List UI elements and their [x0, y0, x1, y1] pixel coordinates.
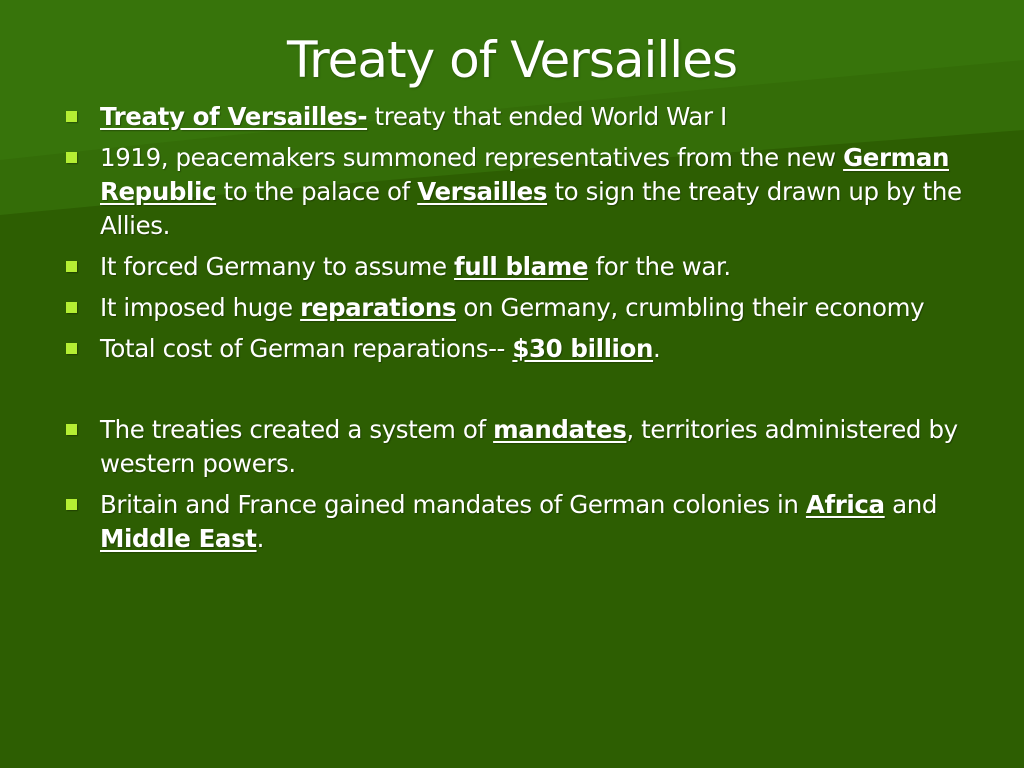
key-term: Versailles: [417, 177, 548, 206]
square-bullet-icon: [66, 424, 77, 435]
bullet-item: [62, 488, 962, 556]
key-term: $30 billion: [512, 334, 654, 363]
bullet-text: treaty that ended World War I: [367, 102, 727, 131]
square-bullet-icon: [66, 152, 77, 163]
bullet-text: It imposed huge: [100, 293, 301, 322]
bullet-text: Britain and France gained mandates of German colonies in: [100, 490, 806, 519]
bullet-text: It forced Germany to assume: [100, 252, 455, 281]
bullet-text: for the war.: [588, 252, 731, 281]
key-term: Middle East: [100, 524, 257, 553]
bullet-text: on Germany, crumbling their economy: [456, 293, 925, 322]
square-bullet-icon: [66, 261, 77, 272]
square-bullet-icon: [66, 111, 77, 122]
bullet-text: 1919, peacemakers summoned representatives from the new: [100, 143, 844, 172]
bullet-item: [62, 250, 962, 284]
bullet-text: to the palace of: [216, 177, 418, 206]
bullet-item: [62, 291, 962, 325]
bullet-item: [62, 332, 962, 366]
key-term: Africa: [805, 490, 885, 519]
bullet-list: [62, 100, 962, 556]
bullet-item: [62, 100, 962, 134]
key-term: mandates: [493, 415, 627, 444]
bullet-text: .: [256, 524, 264, 553]
bullet-item: [62, 141, 962, 243]
bullet-text: , territories administered by western powers.: [100, 415, 958, 478]
key-term: German Republic: [100, 143, 949, 206]
bullet-text: Total cost of German reparations--: [100, 334, 513, 363]
key-term: reparations: [300, 293, 457, 322]
square-bullet-icon: [66, 302, 77, 313]
slide-title: Treaty of Versailles: [286, 31, 738, 89]
square-bullet-icon: [66, 499, 77, 510]
key-term: Treaty of Versailles-: [100, 102, 368, 131]
square-bullet-icon: [66, 343, 77, 354]
bullet-text: and: [884, 490, 937, 519]
bullet-text: .: [653, 334, 661, 363]
bullet-text: to sign the treaty drawn up by the Allies.: [100, 177, 962, 240]
bullet-item: [62, 413, 962, 481]
bullet-text: The treaties created a system of: [100, 415, 494, 444]
key-term: full blame: [454, 252, 589, 281]
